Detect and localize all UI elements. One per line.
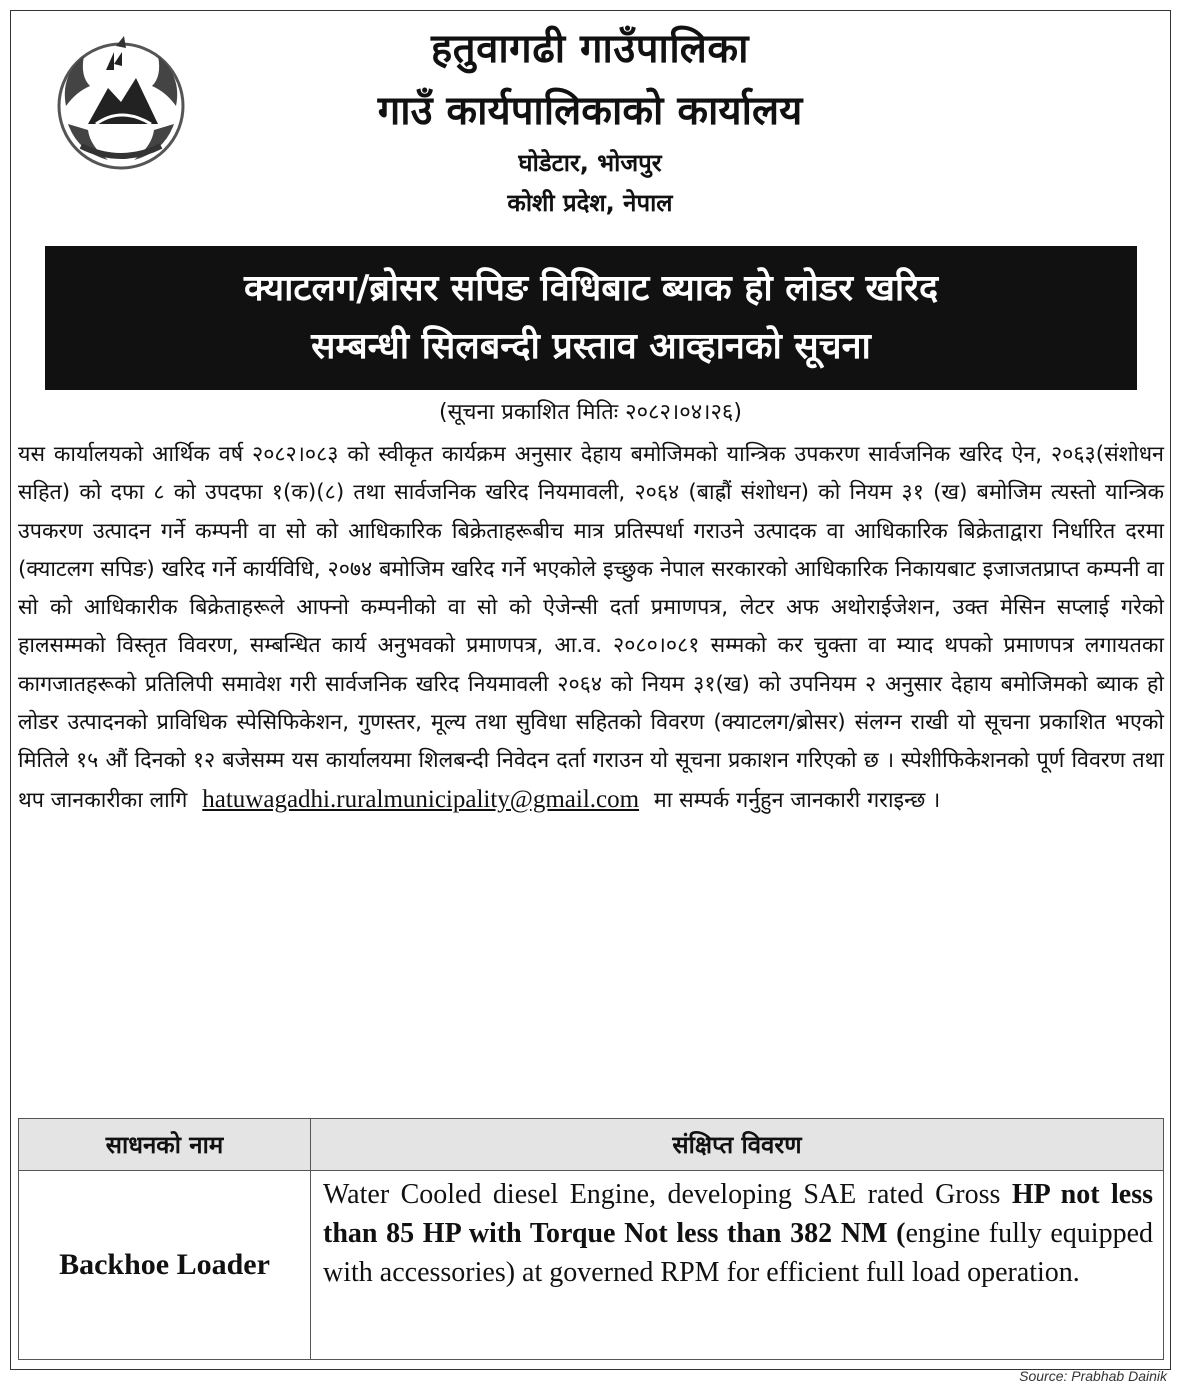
description-text-end: engine fully equipped with accessories) at governed RPM for efficient full load operation. — [323, 1218, 1153, 1288]
equipment-name: Backhoe Loader — [19, 1171, 311, 1360]
notice-title-banner — [45, 246, 1137, 390]
body-paragraph: यस कार्यालयको आर्थिक वर्ष २०८२।०८३ को स्वीकृत कार्यक्रम अनुसार देहाय बमोजिमको यान्त्रिक उपकरण सार्वजनिक खरिद ऐन, २०६३(संशोधन सहित) को दफा ८ को उपदफा १(क)(८) तथा सार्वजनिक खरिद नियमावली, २०६४ (बाह्रौं संशोधन) को नियम ३१ (ख) बमोजिम त्यस्तो यान्त्रिक उपकरण उत्पादन गर्ने कम्पनी वा सो को आधिकारिक बिक्रेताहरूबीच मात्र प्रतिस्पर्धा गराउने उत्पादक वा आधिकारिक बिक्रेताद्वारा निर्धारित दरमा (क्याटलग सपिङ) खरिद गर्ने कार्यविधि, २०७४ बमोजिम खरिद गर्ने भएकोले इच्छुक नेपाल सरकारको आधिकारिक निकायबाट इजाजतप्राप्त कम्पनी वा सो को आधिकारीक बिक्रेताहरूले आफ्नो कम्पनीको वा सो को ऐजेन्सी दर्ता प्रमाणपत्र, लेटर अफ अथोराईजेशन, उक्त मेसिन सप्लाई गरेको हालसम्मको विस्तृत विवरण, सम्बन्धित कार्य अनुभवको प्रमाणपत्र, आ.व. २०८०।०८१ सम्मको कर चुक्ता वा म्याद थपको प्रमाणपत्र लगायतका कागजातहरूको प्रतिलिपी समावेश गरी सार्वजनिक खरिद नियमावली २०६४ को नियम ३१(ख) को उपनियम २ अनुसार देहाय बमोजिमको ब्याक हो लोडर उत्पादनको प्राविधिक स्पेसिफिकेशन, गुणस्तर, मूल्य तथा सुविधा सहितको विवरण (क्याटलग/ब्रोसर) संलग्न राखी यो सूचना प्रकाशित भएको मितिले १५ औं दिनको १२ बजेसम्म यस कार्यालयमा शिलबन्दी निवेदन दर्ता गराउन यो सूचना प्रकाशन गरिएको छ । स्पेशीफिकेशनको पूर्ण विवरण तथा थप जानकारीका लागि — [18, 442, 1164, 813]
address-line-2: कोशी प्रदेश, नेपाल — [507, 189, 673, 217]
description-bold-text: HP not less than 85 HP with Torque Not less than 382 NM ( — [323, 1179, 1153, 1249]
notice-title-line-1: क्याटलग/ब्रोसर सपिङ विधिबाट ब्याक हो लोडर खरिद — [243, 268, 939, 309]
municipality-name: हतुवागढी गाउँपालिका — [431, 26, 749, 72]
contact-email-link[interactable]: hatuwagadhi.ruralmunicipality@gmail.com — [202, 785, 640, 813]
body-paragraph-end: मा सम्पर्क गर्नुहुन जानकारी गराइन्छ । — [653, 787, 941, 813]
header-brief-description: संक्षिप्त विवरण — [311, 1119, 1164, 1171]
address-line-1: घोडेटार, भोजपुर — [518, 149, 662, 177]
notice-body — [18, 436, 1164, 820]
nepal-government-emblem-icon — [46, 28, 196, 178]
source-credit: Source: Prabhab Dainik — [1019, 1368, 1167, 1384]
equipment-table — [18, 1118, 1164, 1360]
office-header — [200, 22, 980, 220]
equipment-description — [311, 1171, 1164, 1360]
table-row — [19, 1171, 1164, 1360]
office-name: गाउँ कार्यपालिकाको कार्यालय — [377, 88, 803, 134]
header-equipment-name: साधनको नाम — [19, 1119, 311, 1171]
publication-date: (सूचना प्रकाशित मितिः २०८२।०४।२६) — [439, 400, 742, 425]
description-text: Water Cooled diesel Engine, developing SAE rated Gross — [323, 1179, 1012, 1210]
table-header-row — [19, 1119, 1164, 1171]
notice-title-line-2: सम्बन्धी सिलबन्दी प्रस्ताव आव्हानको सूचना — [311, 326, 871, 367]
